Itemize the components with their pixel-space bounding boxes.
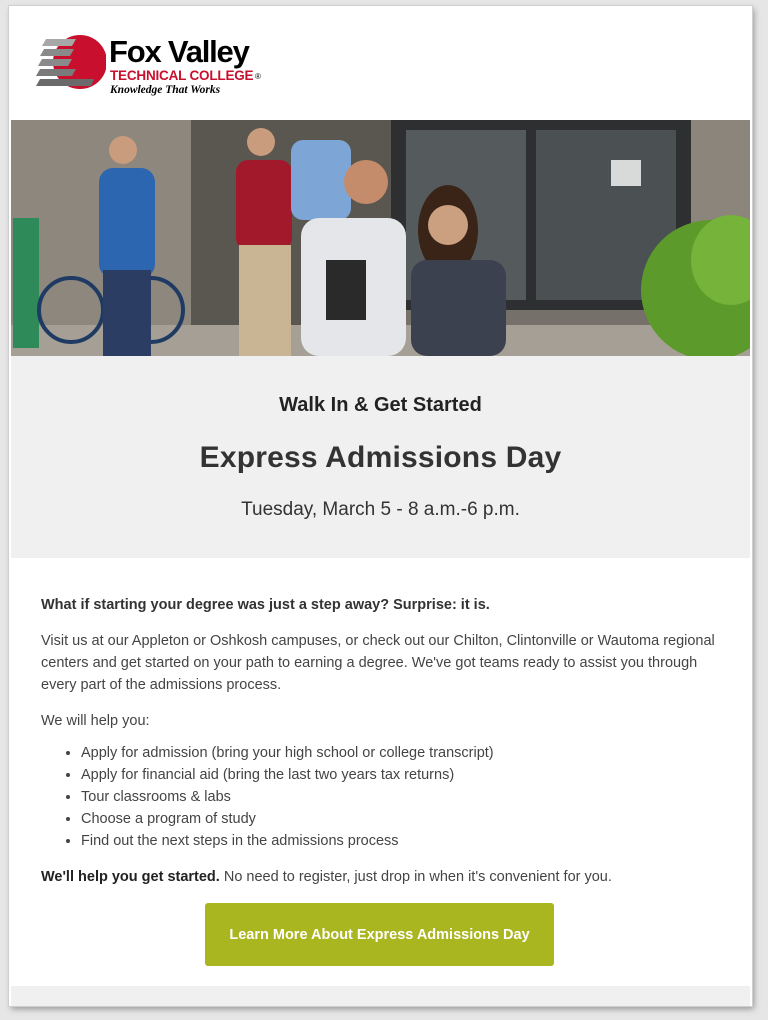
brand-tagline: Knowledge That Works xyxy=(110,84,221,96)
closing-bold: We'll help you get started. xyxy=(41,869,220,885)
list-item: • Choose a program of study xyxy=(81,808,721,830)
college-logo[interactable] xyxy=(36,35,266,99)
list-item: • Tour classrooms & labs xyxy=(81,786,721,808)
list-item: • Find out the next steps in the admissions process xyxy=(81,830,721,852)
help-list xyxy=(41,742,721,852)
header xyxy=(9,6,752,120)
event-banner xyxy=(11,356,750,558)
brand-name: Fox Valley xyxy=(109,34,249,69)
email-body xyxy=(41,594,721,902)
lead-text: What if starting your degree was just a step away? Surprise: it is. xyxy=(41,597,490,613)
hero-photo xyxy=(11,120,750,356)
logo-mark-icon xyxy=(36,35,106,91)
event-date: Tuesday, March 5 - 8 a.m.-6 p.m. xyxy=(241,499,520,520)
closing-paragraph xyxy=(41,866,721,888)
brand-subname: TECHNICAL COLLEGE xyxy=(110,68,254,83)
event-title: Express Admissions Day xyxy=(199,441,562,474)
list-item: • Apply for financial aid (bring the last two years tax returns) xyxy=(81,764,721,786)
closing-rest: No need to register, just drop in when it's convenient for you. xyxy=(219,869,612,885)
learn-more-button[interactable]: Learn More About Express Admissions Day xyxy=(205,903,554,966)
event-kicker: Walk In & Get Started xyxy=(279,394,482,416)
registered-mark: ® xyxy=(255,72,261,81)
help-label: We will help you: xyxy=(41,713,150,729)
email-card xyxy=(9,6,752,1006)
footer-strip xyxy=(11,986,750,1006)
intro-paragraph: Visit us at our Appleton or Oshkosh campuses, or check out our Chilton, Clintonville or Wautoma regional centers and get started on your path to earning a degree. We've got teams ready to assist you through every part of the admissions process. xyxy=(41,633,715,693)
list-item: • Apply for admission (bring your high school or college transcript) xyxy=(81,742,721,764)
